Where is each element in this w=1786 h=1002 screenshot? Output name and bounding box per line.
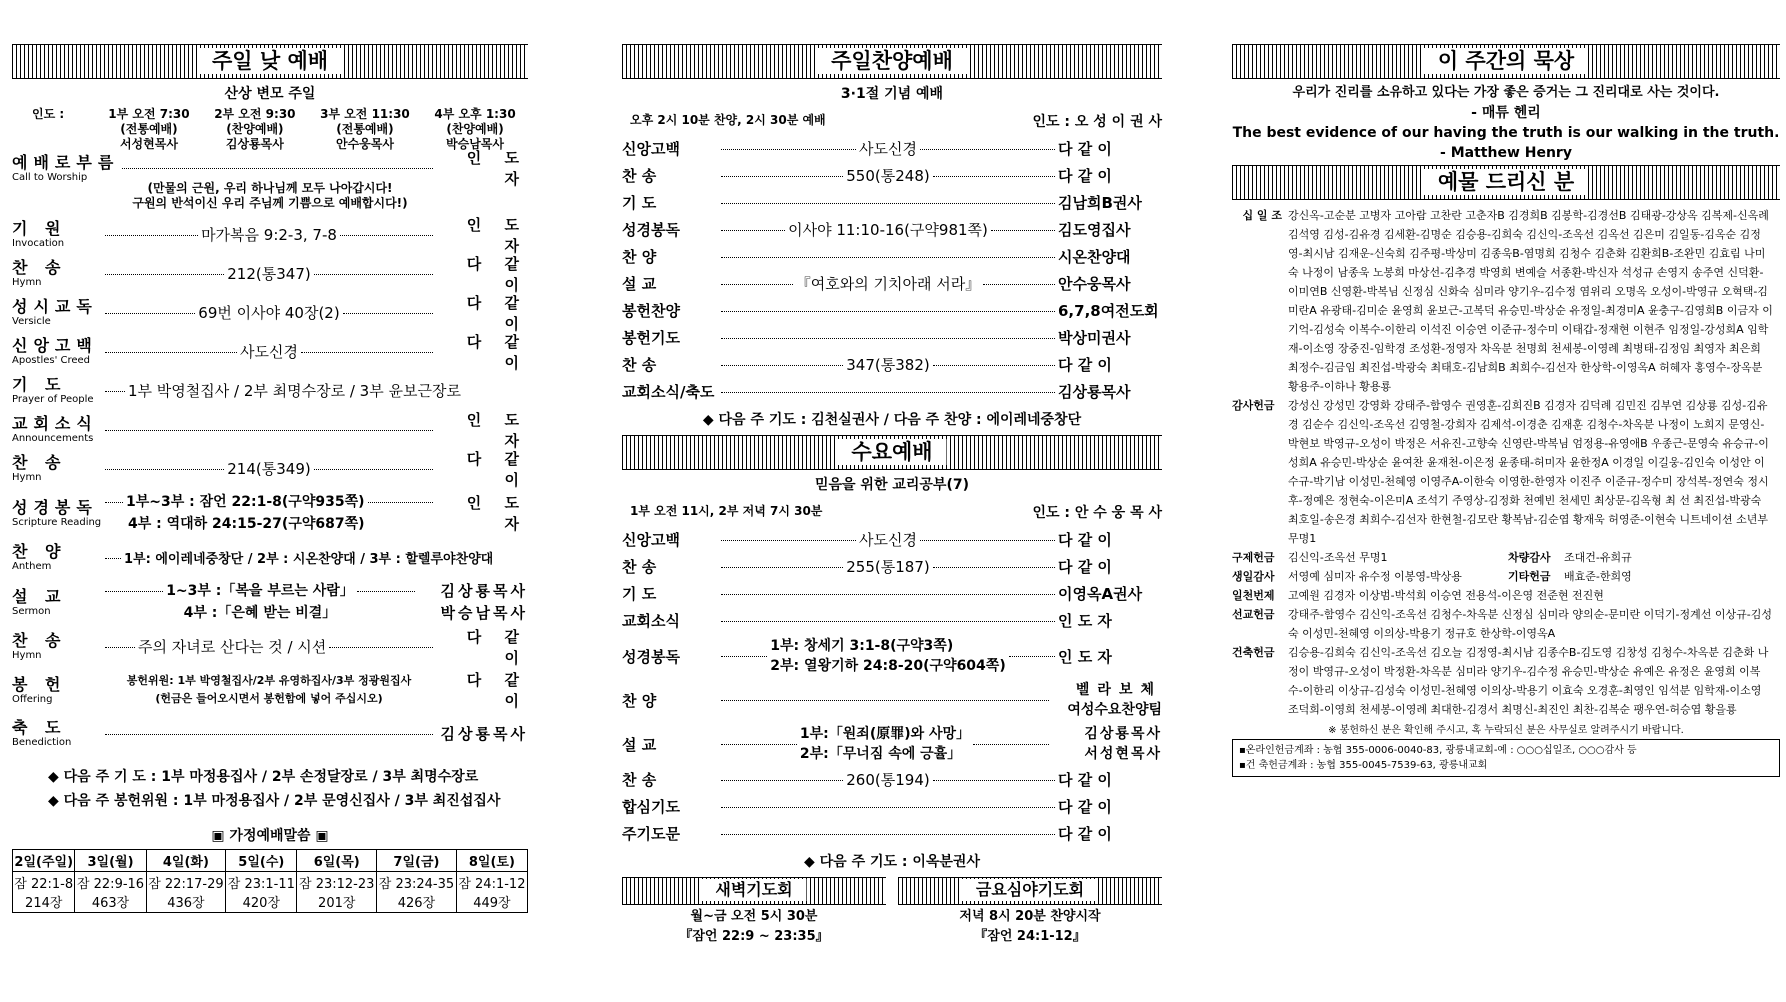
hymn-1: 찬 송 Hymn 212(통347) 다 같 이 [12, 254, 528, 294]
meditation-quote: 우리가 진리를 소유하고 있다는 가장 좋은 증거는 그 진리대로 사는 것이다. - 매튜 헨리 The best evidence of our having the truth is our walking in the truth. - Matthew Henry [1232, 85, 1780, 161]
praise-hymn-2: 찬 송 347(통382) 다 같 이 [622, 356, 1112, 374]
friday-prayer: 금요심야기도회 저녁 8시 20분 찬양시작 『잠언 24:1-12』 [898, 877, 1162, 947]
wednesday-banner [622, 435, 1162, 470]
dawn-prayer: 새벽기도회 월~금 오전 5시 30분 『잠언 22:9 ~ 23:35』 [622, 877, 886, 947]
wed-praise: 찬 양 벨라보체 여성수요찬양팀 [622, 682, 1162, 718]
praise-choir: 찬 양 시온찬양대 [622, 248, 1131, 266]
col1-banner [12, 44, 528, 79]
building-account: ▪건 축헌금계좌 : 농협 355-0045-7539-63, 광릉내교회 [1239, 760, 1488, 771]
praise-next-week: ◆ 다음 주 기도 : 김천실권사 / 다음 주 찬양 : 에이레네중창단 [702, 412, 1082, 428]
online-account: ▪온라인헌금계좌 : 농협 355-0006-0040-83, 광릉내교회-예 : ○○○십일조, ○○○감사 등 [1239, 745, 1637, 756]
family-worship-table: 2일(주일) 3일(월) 4일(화) 5일(수) 6일(목) 7일(금) 8일(토) 잠 22:1-8 214장 잠 22:9-16 463장 잠 22:17-29 436장 잠 23:1-11 420장 잠 23:12-23 201장 잠 23:24-35 426장 잠 24:1-12 449장 [12, 849, 528, 913]
service-1: 1부 오전 7:30 (전통예배) 서성현목사 [108, 107, 190, 151]
announcements: 교회소식 Announcements 인 도 자 [12, 410, 528, 450]
wed-announce: 교회소식 인 도 자 [622, 612, 1112, 630]
meditation-and-offerings [1232, 44, 1780, 777]
praise-offering-song: 봉헌찬양 6,7,8여전도회 [622, 302, 1159, 320]
call-text: (만물의 근원, 우리 하나님께 모두 나아갑시다! 구원의 반석이신 우리 주님께 기쁨으로 예배합시다!) [132, 181, 408, 210]
thanks-offering: 감사헌금 강성신 강성민 강영화 강태주-함영수 권영훈-김희진B 김경자 김덕례 김민진 김부연 김상룡 김성-김유경 김순수 김신익-조옥선 김영철-강희자 김제석-이경춘 김재훈 김청수-차옥분 나정이 노희지 문영신-박현보 박영규-오성이 박정은 서유진-고향숙 신영란-박복님 엄정용-유영애B 우종근-문영숙 유승규-이성희A 유승민-박상순 윤여찬 윤재천-이은정 윤종태-허미자 윤한정A 이경일 이길웅-김인숙 이성안 이수규-박기남 이성민-천혜영 이영주A-이한숙 이영한-한영자 이진주 이준규-정수미 장석복-정연숙 정시후-정예은 정현숙-이은미A 조석기 주영상-김정화 천예빈 천세민 최상문-김옥형 최 선 최진섭-박광숙 최호일-송은경 최희수-김선자 한현철-김모란 황복남-김순엽 황재욱 허영준-이현숙 니트네이션 소년부 무명1 [1232, 399, 1769, 545]
praise-creed: 신앙고백 사도신경 다 같 이 [622, 140, 1112, 158]
wed-prayer: 기 도 이영옥A권사 [622, 585, 1143, 603]
leader-label: 인도 : [32, 107, 65, 121]
col1-subtitle: 산상 변모 주일 [224, 86, 316, 102]
account-box [1232, 739, 1780, 777]
wed-creed: 신앙고백 사도신경 다 같 이 [622, 531, 1112, 549]
invocation: 기 원 Invocation 마가복음 9:2-3, 7-8 인 도 자 [12, 215, 528, 255]
praise-time-row: 오후 2시 10분 찬양, 2시 30분 예배 인도 : 오 성 이 권 사 [630, 113, 1162, 130]
wed-lords-prayer: 주기도문 다 같 이 [622, 825, 1112, 843]
versicle: 성시교독 Versicle 69번 이사야 40장(2) 다 같 이 [12, 293, 528, 333]
praise-offering-prayer: 봉헌기도 박상미권사 [622, 329, 1131, 347]
col1-title: 주일 낮 예배 [198, 48, 342, 74]
wednesday-title: 수요예배 [837, 439, 946, 465]
apostles-creed: 신앙고백 Apostles' Creed 사도신경 다 같 이 [12, 332, 528, 372]
col2-banner [622, 44, 1162, 79]
sunday-morning-service [12, 44, 528, 913]
offer-banner [1232, 165, 1780, 200]
wednesday-subtitle: 믿음을 위한 교리공부(7) [814, 477, 969, 493]
offering: 봉 헌 Offering 봉헌위원: 1부 박영철집사/2부 유영하집사/3부 정광원집사 (헌금은 들어오시면서 봉헌함에 넣어 주십시오) 다 같 이 [12, 671, 528, 710]
benediction: 축 도 Benediction 김상룡목사 [12, 718, 528, 748]
praise-scripture: 성경봉독 이사야 11:10-16(구약981쪽) 김도영집사 [622, 221, 1131, 239]
family-worship-title: ▣ 가정예배말씀 ▣ [211, 828, 329, 844]
col2-title: 주일찬양예배 [817, 48, 967, 74]
wed-sermon: 설 교 1부:「원죄(原罪)와 사망」 2부:「무너짐 속에 긍휼」 김상룡목사 서성현목사 [622, 726, 1162, 762]
next-week-info: ◆ 다음 주 기 도 : 1부 마정용집사 / 2부 손정달장로 / 3부 최명수장로 ◆ 다음 주 봉헌위원 : 1부 마정용집사 / 2부 문영신집사 / 3부 최진섭집사 [48, 769, 501, 809]
offer-title: 예물 드리신 분 [1424, 169, 1588, 195]
praise-hymn-1: 찬 송 550(통248) 다 같 이 [622, 167, 1112, 185]
hymn-2: 찬 송 Hymn 214(통349) 다 같 이 [12, 449, 528, 489]
col2-subtitle: 3·1절 기념 예배 [840, 86, 944, 102]
service-4: 4부 오후 1:30 (찬양예배) 박승남목사 [434, 107, 516, 151]
sermon: 설 교 Sermon 1~3부 :「복을 부르는 사람」 4부 :「은혜 받는 비결」 김상룡목사 박승남목사 [12, 582, 528, 622]
wed-united-prayer: 합심기도 다 같 이 [622, 798, 1112, 816]
col3-title: 이 주간의 묵상 [1424, 48, 1588, 74]
thousand-offering: 일천번제 고예원 김경자 이상범-박석희 이승연 전용석-이은영 전준현 전진현 [1232, 589, 1604, 602]
service-3: 3부 오전 11:30 (전통예배) 안수웅목사 [320, 107, 410, 151]
building-offering: 건축헌금 김승용-김희숙 김신익-조옥선 김오늘 김정영-최시남 김종수B-김도영 김창성 김청수-차옥분 김춘화 나정이 박영규-오성이 박정환-차옥분 심미라 양기우-김수정 유승민-박상순 유예은 유정은 윤영희 이복수-이한리 이상규-김성숙 이성민-천혜영 이의상-박용기 이효숙 오경훈-최영인 임석분 임학재-이소영 조덕희-이영희 천세봉-이영례 최대한-김경서 최명신-최진인 최찬-김복순 팽우연-허승엽 황을룡 [1232, 646, 1769, 716]
col3-banner [1232, 44, 1780, 79]
offering-note: ※ 봉헌하신 분은 확인해 주시고, 혹 누락되신 분은 사무실로 알려주시기 바랍니다. [1328, 725, 1684, 736]
wed-next-week: ◆ 다음 주 기도 : 이옥분권사 [804, 854, 980, 870]
relief-offering: 구제헌금 김신익-조옥선 무명1 차량감사 조대건-유희규 [1232, 551, 1632, 564]
wednesday-time-row: 1부 오전 11시, 2부 저녁 7시 30분 인도 : 안 수 웅 목 사 [630, 504, 1162, 521]
praise-prayer: 기 도 김남희B권사 [622, 194, 1142, 212]
wed-hymn-1: 찬 송 255(통187) 다 같 이 [622, 558, 1112, 576]
call-to-worship: 예배로부름 Call to Worship 인 도 자 [12, 149, 528, 188]
mission-offering: 선교헌금 강태주-함영수 김신익-조옥선 김청수-차옥분 신정심 심미라 양의순-문미란 이덕기-정계선 이상규-김성숙 이성민-천혜영 이의상-박용기 정규호 한상학-이영옥A [1232, 608, 1772, 640]
prayer: 기 도 Prayer of People 1부 박영철집사 / 2부 최명수장로 / 3부 윤보근장로 [12, 375, 461, 405]
scripture-reading: 성경봉독 Scripture Reading 1부~3부 : 잠언 22:1-8(구약935쪽) 4부 : 역대하 24:15-27(구약687쪽) 인 도 자 [12, 494, 528, 533]
wed-scripture: 성경봉독 1부: 창세기 3:1-8(구약3쪽) 2부: 열왕기하 24:8-20(구약604쪽) 인 도 자 [622, 638, 1112, 674]
service-2: 2부 오전 9:30 (찬양예배) 김상룡목사 [214, 107, 296, 151]
anthem: 찬 양 Anthem 1부: 에이레네중창단 / 2부 : 시온찬양대 / 3부 : 할렐루야찬양대 [12, 542, 494, 572]
prayer-meetings [622, 877, 1162, 947]
birthday-offering: 생일감사 서영예 심미자 유수정 이봉영-박상용 기타헌금 배효준-한희영 [1232, 570, 1632, 583]
sunday-praise-service [622, 44, 1162, 947]
offering-list [1232, 206, 1780, 719]
praise-sermon: 설 교 『여호와의 기치아래 서라』 안수웅목사 [622, 275, 1131, 293]
wed-hymn-2: 찬 송 260(통194) 다 같 이 [622, 771, 1112, 789]
praise-benediction: 교회소식/축도 김상룡목사 [622, 383, 1131, 401]
hymn-3: 찬 송 Hymn 주의 자녀로 산다는 것 / 시션 다 같 이 [12, 627, 528, 667]
tithe: 십 일 조 강신옥-고순분 고병자 고아람 고찬란 고춘자B 김경희B 김봉학-김경선B 김태광-강상옥 김복제-신옥례 김석영 김성-김유경 김세환-김명순 김승용-김희숙 김신익-조옥선 김옥선 김은미 김일동-김옥순 김정영-최시남 김재운-신숙희 김주평-박상미 김종욱B-염명희 김청수 김춘화 김환희B-조완민 김효림 나미숙 나정이 남종욱 노봉희 마상선-김추경 박영희 변예슬 서종환-박신자 석성규 손영지 송주연 신덕환-이미연B 신영환-박복님 신정심 신화숙 심미라 양기우-김수정 염위리 오명옥 오성이-박영규 오혁택-김미란A 유광태-김미순 윤영희 윤보근-고복덕 유승민-박상순 유정일-최경미A 윤충구-김영희B 이금자 이기억-김성숙 이복수-이한리 이석진 이승연 이준규-정수미 이태갑-정재현 이현주 임정일-강성희A 임학재-이소영 장중진-임학경 조성환-정영자 차옥분 천명희 천세봉-이영례 최병태-김정임 최영자 최은희 최정수-김금임 최진섭-박광숙 최태호-김남희B 최희수-김선자 한상학-이영옥A 허혜자 홍영수-장옥분 황용주-이하나 황용룡 [1242, 209, 1773, 393]
